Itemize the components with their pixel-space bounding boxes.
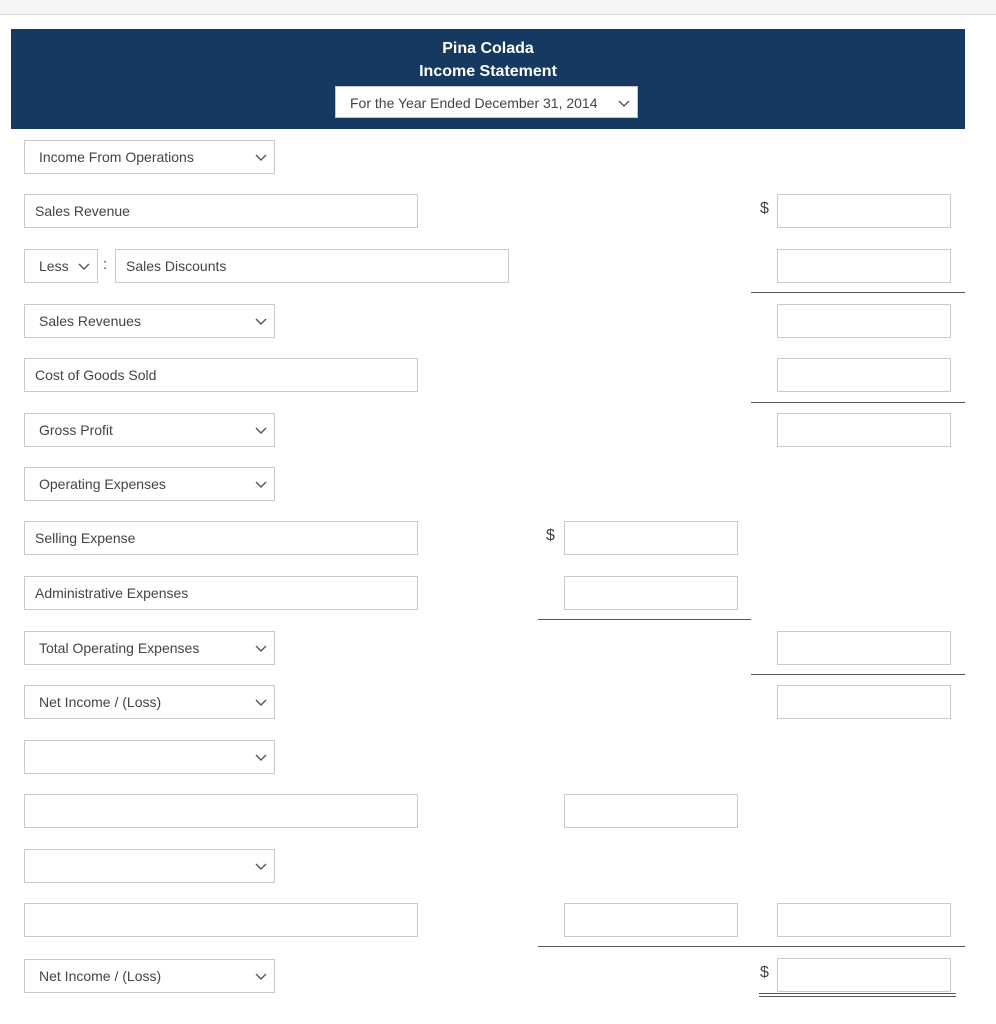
- income-from-operations-select[interactable]: [24, 140, 275, 174]
- sales-revenues-select[interactable]: [24, 304, 275, 338]
- total-operating-expenses-label: Total Operating Expenses: [39, 640, 200, 656]
- sales-discounts-input[interactable]: [115, 249, 509, 283]
- sales-discounts-amount-input[interactable]: [777, 249, 951, 283]
- chevron-down-icon: [255, 696, 267, 708]
- currency-symbol: $: [546, 527, 555, 544]
- gross-profit-select[interactable]: [24, 413, 275, 447]
- blank-account-amount-input[interactable]: [564, 794, 738, 828]
- selling-expense-input[interactable]: [24, 521, 418, 555]
- administrative-expenses-amount-input[interactable]: [564, 576, 738, 610]
- period-select[interactable]: [335, 86, 638, 118]
- currency-symbol: $: [760, 200, 769, 217]
- selling-expense-amount-input[interactable]: [564, 521, 738, 555]
- blank-section-select[interactable]: [24, 740, 275, 774]
- sales-revenue-label: Sales Revenue: [35, 203, 130, 219]
- total-operating-expenses-select[interactable]: [24, 631, 275, 665]
- chevron-down-icon: [255, 751, 267, 763]
- subtotal-rule: [751, 402, 965, 403]
- currency-symbol: $: [760, 964, 769, 981]
- administrative-expenses-input[interactable]: [24, 576, 418, 610]
- net-income-final-select[interactable]: [24, 959, 275, 993]
- blank-account-2-amount-input[interactable]: [564, 903, 738, 937]
- net-income-final-amount-input[interactable]: [777, 958, 951, 992]
- net-income-label: Net Income / (Loss): [39, 694, 162, 710]
- selling-expense-label: Selling Expense: [35, 530, 136, 546]
- subtotal-rule: [538, 946, 965, 947]
- sales-revenues-label: Sales Revenues: [39, 313, 141, 329]
- less-select[interactable]: [24, 249, 98, 283]
- chevron-down-icon: [78, 260, 90, 272]
- cost-of-goods-sold-label: Cost of Goods Sold: [35, 367, 157, 383]
- sales-discounts-label: Sales Discounts: [126, 258, 227, 274]
- less-select-label: Less: [39, 258, 69, 274]
- sales-revenues-amount-input[interactable]: [777, 304, 951, 338]
- company-name: Pina Colada: [442, 40, 534, 57]
- subtotal-rule: [751, 292, 965, 293]
- net-income-final-label: Net Income / (Loss): [39, 968, 162, 984]
- cost-of-goods-sold-input[interactable]: [24, 358, 418, 392]
- double-rule-bottom: [759, 996, 956, 997]
- operating-expenses-label: Operating Expenses: [39, 476, 166, 492]
- statement-header: [11, 29, 965, 129]
- blank-account-input[interactable]: [24, 794, 418, 828]
- sales-revenue-amount-input[interactable]: [777, 194, 951, 228]
- subtotal-rule: [751, 674, 965, 675]
- blank-account-input-2[interactable]: [24, 903, 418, 937]
- gross-profit-amount-input[interactable]: [777, 413, 951, 447]
- gross-profit-label: Gross Profit: [39, 422, 113, 438]
- chevron-down-icon: [255, 151, 267, 163]
- chevron-down-icon: [255, 478, 267, 490]
- chevron-down-icon: [255, 860, 267, 872]
- period-select-value: For the Year Ended December 31, 2014: [350, 95, 598, 111]
- double-rule-top: [759, 993, 956, 994]
- chevron-down-icon: [255, 424, 267, 436]
- net-income-amount-input[interactable]: [777, 685, 951, 719]
- chevron-down-icon: [255, 642, 267, 654]
- sales-revenue-input[interactable]: [24, 194, 418, 228]
- chevron-down-icon: [255, 970, 267, 982]
- net-income-select[interactable]: [24, 685, 275, 719]
- top-bar: [0, 0, 996, 15]
- total-operating-expenses-amount-input[interactable]: [777, 631, 951, 665]
- cost-of-goods-sold-amount-input[interactable]: [777, 358, 951, 392]
- blank-section-select-2[interactable]: [24, 849, 275, 883]
- blank-total-amount-input[interactable]: [777, 903, 951, 937]
- income-from-operations-label: Income From Operations: [39, 149, 194, 165]
- chevron-down-icon: [618, 97, 630, 109]
- less-separator: :: [103, 256, 108, 273]
- statement-title: Income Statement: [419, 63, 557, 80]
- operating-expenses-select[interactable]: [24, 467, 275, 501]
- subtotal-rule: [538, 619, 751, 620]
- administrative-expenses-label: Administrative Expenses: [35, 585, 189, 601]
- chevron-down-icon: [255, 315, 267, 327]
